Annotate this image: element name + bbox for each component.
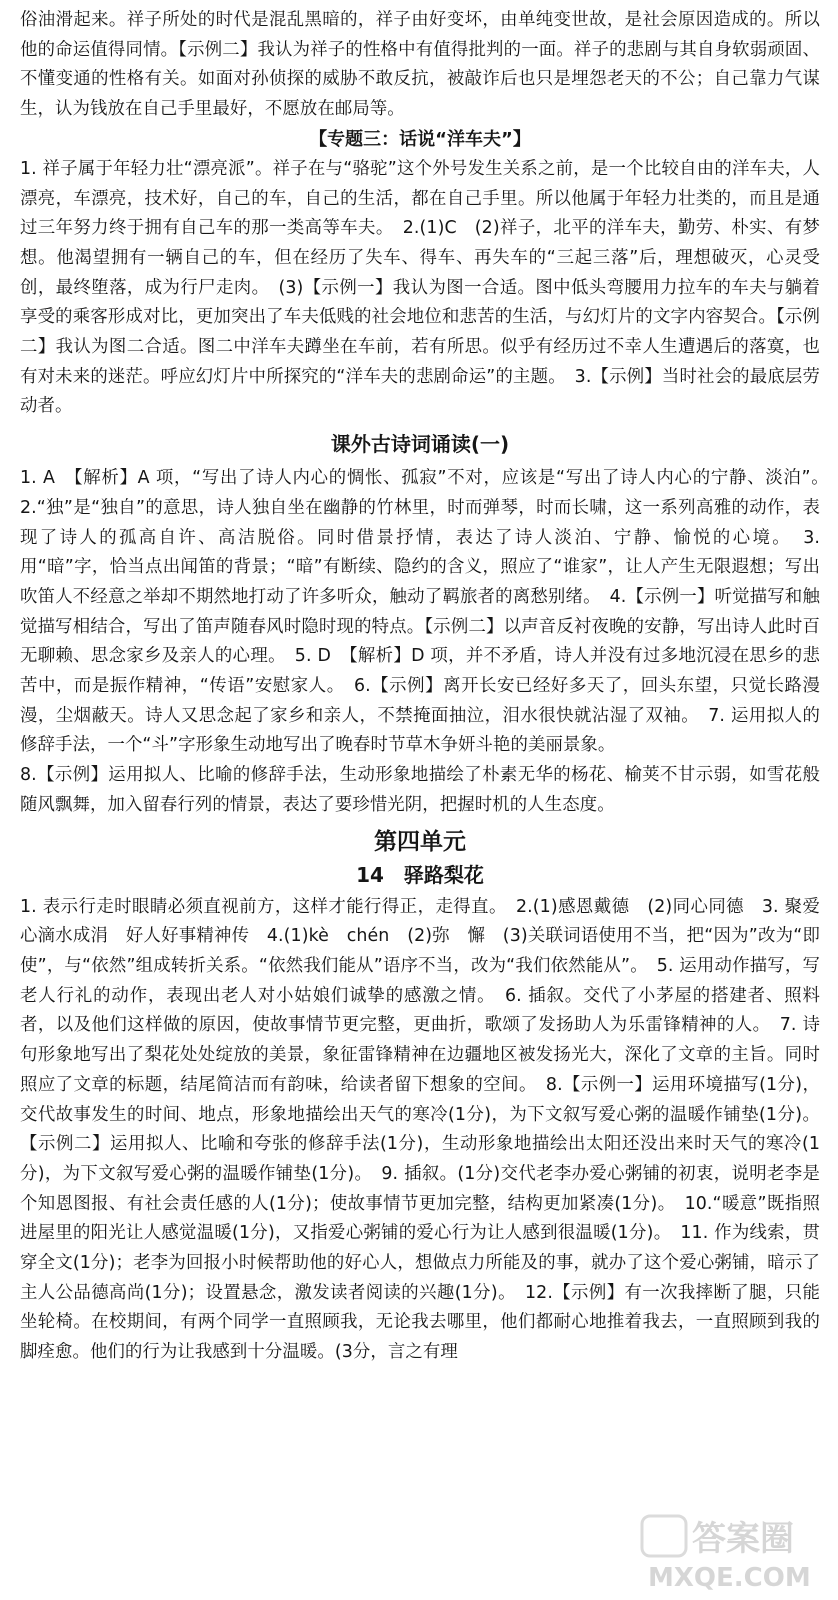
unit-heading: 第四单元 — [374, 828, 466, 855]
watermark-logo — [640, 1512, 830, 1594]
poetry-heading: 课外古诗词诵读(一) — [330, 432, 510, 457]
lesson-answers: 1. 表示行走时眼睛必须直视前方，这样才能行得正，走得直。 2.(1)感恩戴德 (2)同心同德 3. 聚爱心滴水成涓 好人好事精神传 4.(1)kè chén (2)弥 懈 (3)关联词语使用不当，把“因为”改为“即使”，与“依然”组成转折关系。“依然我们能从”语序不当，改为“我们依然能从”。 5. 运用动作描写，写老人行礼的动作，表现出老人对小姑娘们诚挚的感激之情。 6. 插叙。交代了小茅屋的搭建者、照料者，以及他们这样做的原因，使故事情节更完整，更曲折，歌颂了发扬助人为乐雷锋精神的人。 7. 诗句形象地写出了梨花处处绽放的美景，象征雷锋精神在边疆地区被发扬光大，深化了文章的主旨。同时照应了文章的标题，结尾简洁而有韵味，给读者留下想象的空间。 8.【示例一】运用环境描写(1分)，交代故事发生的时间、地点，形象地描绘出天气的寒冷(1分)，为下文叙写爱心粥的温暖作铺垫(1分)。【示例二】运用拟人、比喻和夸张的修辞手法(1分)，生动形象地描绘出太阳还没出来时天气的寒冷(1分)，为下文叙写爱心粥的温暖作铺垫(1分)。 9. 插叙。(1分)交代老李办爱心粥铺的初衷，说明老李是个知恩图报、有社会责任感的人(1分)；使故事情节更加完整，结构更加紧凑(1分)。 10.“暖意”既指照进屋里的阳光让人感觉温暖(1分)，又指爱心粥铺的爱心行为让人感到很温暖(1分)。 11. 作为线索，贯穿全文(1分)；老李为回报小时候帮助他的好心人，想做点力所能及的事，就办了这个爱心粥铺，暗示了主人公品德高尚(1分)；设置悬念，激发读者阅读的兴趣(1分)。 12.【示例】有一次我摔断了腿，只能坐轮椅。在校期间，有两个同学一直照顾我，无论我去哪里，他们都耐心地推着我去，一直照顾到我的脚痊愈。他们的行为让我感到十分温暖。(3分，言之有理 — [20, 896, 820, 1363]
topic3-answers: 1. 祥子属于年轻力壮“漂亮派”。祥子在与“骆驼”这个外号发生关系之前，是一个比较自由的洋车夫，人漂亮，车漂亮，技术好，自己的车，自己的生活，都在自己手里。所以他属于年轻力壮类的，而且是通过三年努力终于拥有自己车的那一类高等车夫。 2.(1)C (2)祥子，北平的洋车夫，勤劳、朴实、有梦想。他渴望拥有一辆自己的车，但在经历了失车、得车、再失车的“三起三落”后，理想破灭，心灵受创，最终堕落，成为行尸走肉。 (3)【示例一】我认为图一合适。图中低头弯腰用力拉车的车夫与躺着享受的乘客形成对比，更加突出了车夫低贱的社会地位和悲苦的生活，与幻灯片的文字内容契合。【示例二】我认为图二合适。图二中洋车夫蹲坐在车前，若有所思。似乎有经历过不幸人生遭遇后的落寞，也有对未来的迷茫。呼应幻灯片中所探究的“洋车夫的悲剧命运”的主题。 3.【示例】当时社会的最底层劳动者。 — [20, 158, 820, 417]
topic3-heading: 【专题三：话说“洋车夫”】 — [309, 128, 531, 150]
poetry-answers: 1. A 【解析】A 项，“写出了诗人内心的惆怅、孤寂”不对，应该是“写出了诗人内心的宁静、淡泊”。 2.“独”是“独自”的意思，诗人独自坐在幽静的竹林里，时而弹琴，时而长啸，这一系列高雅的动作，表现了诗人的孤高自许、高洁脱俗。同时借景抒情，表达了诗人淡泊、宁静、愉悦的心境。 3. 用“暗”字，恰当点出闻笛的背景；“暗”有断续、隐约的含义，照应了“谁家”，让人产生无限遐想；写出吹笛人不经意之举却不期然地打动了许多听众，触动了羁旅者的离愁别绪。 4.【示例一】听觉描写和触觉描写相结合，写出了笛声随春风时隐时现的特点。【示例二】以声音反衬夜晚的安静，写出诗人此时百无聊赖、思念家乡及亲人的心理。 5. D 【解析】D 项，并不矛盾，诗人并没有过多地沉浸在思乡的悲苦中，而是振作精神，“传语”安慰家人。 6.【示例】离开长安已经好多天了，回头东望，只觉长路漫漫，尘烟蔽天。诗人又思念起了家乡和亲人，不禁掩面抽泣，泪水很快就沾湿了双袖。 7. 运用拟人的修辞手法，一个“斗”字形象生动地写出了晚春时节草木争妍斗艳的美丽景象。 — [20, 468, 838, 756]
intro-paragraph: 俗油滑起来。祥子所处的时代是混乱黑暗的，祥子由好变坏，由单纯变世故，是社会原因造成的。所以他的命运值得同情。【示例二】我认为祥子的性格中有值得批判的一面。祥子的悲剧与其自身软弱顽固、不懂变通的性格有关。如面对孙侦探的威胁不敢反抗，被敲诈后也只是埋怨老天的不公；自己靠力气谋生，认为钱放在自己手里最好，不愿放在邮局等。 — [20, 10, 820, 120]
watermark-url: MXQE.COM — [648, 1563, 811, 1593]
watermark-text: 答案圈 — [692, 1519, 794, 1559]
poetry-answer-8: 8.【示例】运用拟人、比喻的修辞手法，生动形象地描绘了朴素无华的杨花、榆荚不甘示弱，如雪花般随风飘舞，加入留春行列的情景，表达了要珍惜光阴，把握时机的人生态度。 — [20, 765, 820, 815]
answer-page — [20, 0, 838, 1368]
lesson-heading: 14 驿路梨花 — [356, 862, 484, 887]
